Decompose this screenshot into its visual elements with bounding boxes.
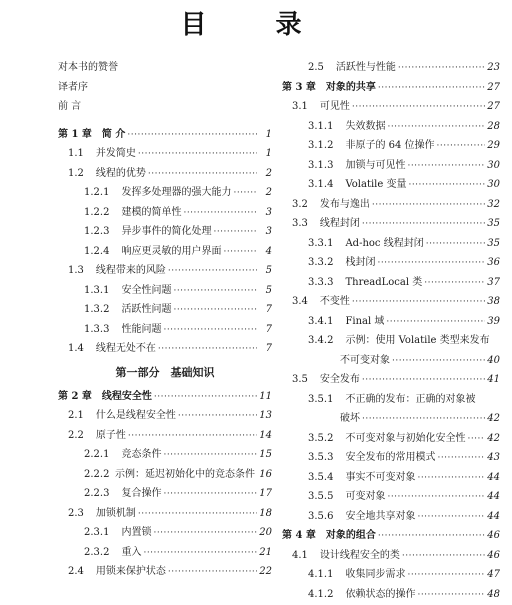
toc-entry-title: 竞态条件 xyxy=(121,445,161,465)
toc-entry-page: 29 xyxy=(486,136,500,156)
toc-entry-title: 安全发布 xyxy=(320,370,360,390)
toc-entry-title: 可见性 xyxy=(320,97,350,117)
toc-entry-title: 线程无处不在 xyxy=(96,339,156,359)
toc-entry-title: Volatile 变量 xyxy=(345,175,406,195)
toc-entry-page: 46 xyxy=(486,546,500,566)
toc-front-matter[interactable] xyxy=(58,78,272,98)
toc-entry-page: 22 xyxy=(258,562,272,582)
toc-section[interactable] xyxy=(282,448,500,468)
leader-dots xyxy=(437,449,485,469)
leader-dots xyxy=(362,410,485,430)
toc-chapter[interactable] xyxy=(58,125,272,145)
toc-entry-title: 活跃性与性能 xyxy=(336,58,396,78)
toc-entry-number: 2.3 xyxy=(58,504,84,524)
toc-entry-title: 示例：延迟初始化中的竞态条件 xyxy=(115,465,255,485)
toc-section[interactable] xyxy=(282,117,500,137)
toc-section[interactable] xyxy=(58,281,272,301)
toc-entry-number: 1.3 xyxy=(58,261,84,281)
toc-entry-page: 44 xyxy=(486,487,500,507)
toc-entry-page: 3 xyxy=(258,222,272,242)
toc-entry-page: 27 xyxy=(486,97,500,117)
toc-entry-title: 前 言 xyxy=(58,97,81,117)
toc-entry-title: 破坏 xyxy=(282,409,360,429)
toc-entry-title: 安全发布的常用模式 xyxy=(345,448,435,468)
toc-entry-page: 1 xyxy=(258,125,272,145)
toc-entry-title: 发布与逸出 xyxy=(320,195,370,215)
leader-dots xyxy=(398,59,485,79)
toc-section[interactable] xyxy=(282,312,500,332)
toc-entry-number: 2.2 xyxy=(58,426,84,446)
toc-section[interactable] xyxy=(282,214,500,234)
leader-dots xyxy=(417,469,485,489)
toc-section[interactable] xyxy=(58,261,272,281)
toc-section[interactable] xyxy=(58,465,272,485)
toc-entry-number: 4.1.1 xyxy=(282,565,333,585)
toc-entry-title: 不变性 xyxy=(320,292,350,312)
toc-entry-number: 1.2.2 xyxy=(58,203,109,223)
leader-dots xyxy=(407,566,485,586)
toc-entry-number: 第 3 章 xyxy=(282,78,316,98)
toc-section[interactable] xyxy=(282,273,500,293)
leader-dots xyxy=(223,243,257,263)
toc-entry-page: 2 xyxy=(258,164,272,184)
leader-dots xyxy=(154,388,257,408)
toc-section[interactable] xyxy=(282,195,500,215)
toc-section[interactable] xyxy=(282,234,500,254)
toc-entry-title: 原子性 xyxy=(96,426,126,446)
leader-dots xyxy=(153,524,257,544)
toc-entry-page: 18 xyxy=(258,504,272,524)
toc-section[interactable] xyxy=(58,445,272,465)
toc-entry-page: 43 xyxy=(486,448,500,468)
toc-entry-title: 非原子的 64 位操作 xyxy=(345,136,434,156)
leader-dots xyxy=(467,430,485,450)
toc-section[interactable] xyxy=(282,292,500,312)
toc-section[interactable] xyxy=(282,370,500,390)
toc-entry-title: 示例：使用 Volatile 类型来发布 xyxy=(345,331,489,351)
toc-section[interactable] xyxy=(282,546,500,566)
toc-entry-title: 对本书的赞誉 xyxy=(58,58,118,78)
toc-entry-number: 3.3.2 xyxy=(282,253,333,273)
toc-entry-title: 加锁与可见性 xyxy=(345,156,405,176)
leader-dots xyxy=(213,223,257,243)
leader-dots xyxy=(387,488,485,508)
toc-entry-page: 7 xyxy=(258,300,272,320)
toc-entry-title: 译者序 xyxy=(58,78,88,98)
toc-entry-title: 安全性问题 xyxy=(121,281,171,301)
toc-entry-number: 2.3.1 xyxy=(58,523,109,543)
toc-section[interactable] xyxy=(282,136,500,156)
toc-entry-number: 2.5 xyxy=(282,58,324,78)
toc-right-column xyxy=(282,58,500,544)
toc-entry-number: 2.4 xyxy=(58,562,84,582)
toc-entry-page: 40 xyxy=(486,351,500,371)
toc-entry-page: 15 xyxy=(258,445,272,465)
toc-entry-page: 42 xyxy=(486,409,500,429)
toc-entry-page: 13 xyxy=(258,406,272,426)
toc-entry-page: 30 xyxy=(486,175,500,195)
toc-entry-number: 3.1.1 xyxy=(282,117,333,137)
toc-entry-title: 线程的优势 xyxy=(96,164,146,184)
toc-section[interactable] xyxy=(282,97,500,117)
leader-dots xyxy=(138,145,257,165)
toc-entry-page: 48 xyxy=(486,585,500,605)
toc-entry-page: 21 xyxy=(258,543,272,563)
toc-entry-page: 38 xyxy=(486,292,500,312)
toc-entry-page: 20 xyxy=(258,523,272,543)
leader-dots xyxy=(387,118,485,138)
toc-entry-title: 用锁来保护状态 xyxy=(96,562,166,582)
toc-section[interactable] xyxy=(58,320,272,340)
toc-entry-title: 事实不可变对象 xyxy=(345,468,415,488)
toc-entry-page: 4 xyxy=(258,242,272,262)
leader-dots xyxy=(168,262,257,282)
toc-entry-number: 2.3.2 xyxy=(58,543,109,563)
toc-entry-number: 3.5.3 xyxy=(282,448,333,468)
toc-section[interactable] xyxy=(282,585,500,605)
toc-entry-page: 16 xyxy=(258,465,272,485)
toc-entry-title: 可变对象 xyxy=(345,487,385,507)
toc-section[interactable] xyxy=(282,507,500,527)
leader-dots xyxy=(163,321,257,341)
leader-dots xyxy=(352,98,485,118)
toc-section[interactable] xyxy=(282,331,500,351)
leader-dots xyxy=(143,544,257,564)
toc-entry-page: 37 xyxy=(486,273,500,293)
leader-dots xyxy=(392,352,485,372)
toc-title: 目 录 xyxy=(0,4,512,41)
leader-dots xyxy=(158,340,257,360)
toc-entry-number: 3.3 xyxy=(282,214,308,234)
toc-section[interactable] xyxy=(282,58,500,78)
toc-chapter[interactable] xyxy=(58,387,272,407)
toc-entry-number: 3.5.1 xyxy=(282,390,333,410)
toc-entry-title: 线程安全性 xyxy=(102,387,152,407)
toc-entry-page: 5 xyxy=(258,261,272,281)
leader-dots xyxy=(407,157,485,177)
toc-section[interactable] xyxy=(58,426,272,446)
toc-section[interactable] xyxy=(58,562,272,582)
toc-entry-page: 30 xyxy=(486,156,500,176)
toc-entry-title: ThreadLocal 类 xyxy=(345,273,422,293)
leader-dots xyxy=(138,505,257,525)
toc-entry-page: 11 xyxy=(258,387,272,407)
toc-entry-title: 不正确的发布：正确的对象被 xyxy=(345,390,475,410)
leader-dots xyxy=(148,165,257,185)
toc-section[interactable] xyxy=(282,390,500,410)
toc-section[interactable] xyxy=(282,468,500,488)
toc-entry-title: 依赖状态的操作 xyxy=(345,585,415,605)
toc-entry-number: 3.3.1 xyxy=(282,234,333,254)
toc-entry-page: 28 xyxy=(486,117,500,137)
leader-dots xyxy=(417,586,485,605)
toc-entry-number: 3.5.4 xyxy=(282,468,333,488)
leader-dots xyxy=(233,184,257,204)
toc-section[interactable] xyxy=(58,406,272,426)
toc-entry-number: 1.1 xyxy=(58,144,84,164)
toc-entry-number: 1.3.1 xyxy=(58,281,109,301)
toc-entry-page: 23 xyxy=(486,58,500,78)
toc-entry-title: Final 域 xyxy=(345,312,384,332)
toc-entry-number: 3.1.3 xyxy=(282,156,333,176)
toc-section[interactable] xyxy=(58,144,272,164)
toc-entry-number: 2.1 xyxy=(58,406,84,426)
toc-entry-title: 收集同步需求 xyxy=(345,565,405,585)
toc-entry-title: 内置锁 xyxy=(121,523,151,543)
toc-left-column xyxy=(58,58,272,544)
leader-dots xyxy=(127,126,257,146)
leader-dots xyxy=(352,293,485,313)
leader-dots xyxy=(408,176,485,196)
toc-section[interactable] xyxy=(58,523,272,543)
leader-dots xyxy=(437,137,485,157)
toc-entry-page: 46 xyxy=(486,526,500,546)
toc-entry-number: 1.2.4 xyxy=(58,242,109,262)
toc-section[interactable] xyxy=(58,242,272,262)
toc-entry-number: 第 4 章 xyxy=(282,526,316,546)
toc-entry-number: 1.2 xyxy=(58,164,84,184)
toc-section[interactable] xyxy=(58,203,272,223)
leader-dots xyxy=(377,254,485,274)
toc-entry-title: Ad-hoc 线程封闭 xyxy=(345,234,423,254)
toc-section[interactable] xyxy=(282,429,500,449)
toc-front-matter[interactable] xyxy=(58,58,272,78)
leader-dots xyxy=(173,301,257,321)
toc-entry-page: 17 xyxy=(258,484,272,504)
leader-dots xyxy=(378,79,485,99)
leader-dots xyxy=(183,204,257,224)
toc-entry-number: 3.5 xyxy=(282,370,308,390)
toc-entry-number: 第 1 章 xyxy=(58,125,92,145)
toc-entry-number: 1.3.2 xyxy=(58,300,109,320)
toc-entry-number: 3.3.3 xyxy=(282,273,333,293)
toc-entry-number: 3.5.5 xyxy=(282,487,333,507)
toc-entry-page: 1 xyxy=(258,144,272,164)
toc-entry-title: 异步事件的简化处理 xyxy=(121,222,211,242)
toc-entry-title: 设计线程安全的类 xyxy=(320,546,400,566)
toc-entry-title: 并发简史 xyxy=(96,144,136,164)
toc-entry-page: 44 xyxy=(486,468,500,488)
toc-entry-number: 3.1.2 xyxy=(282,136,333,156)
toc-section[interactable] xyxy=(58,183,272,203)
leader-dots xyxy=(402,547,485,567)
toc-entry-number: 1.4 xyxy=(58,339,84,359)
toc-entry-title: 建模的简单性 xyxy=(121,203,181,223)
toc-entry-title: 栈封闭 xyxy=(345,253,375,273)
toc-entry-page: 41 xyxy=(486,370,500,390)
toc-entry-title: 加锁机制 xyxy=(96,504,136,524)
toc-entry-title: 线程带来的风险 xyxy=(96,261,166,281)
toc-entry-page: 27 xyxy=(486,78,500,98)
toc-entry-number: 3.1.4 xyxy=(282,175,333,195)
leader-dots xyxy=(362,215,485,235)
toc-section[interactable] xyxy=(58,222,272,242)
leader-dots xyxy=(417,508,485,528)
toc-entry-number: 3.2 xyxy=(282,195,308,215)
toc-entry-number: 3.4 xyxy=(282,292,308,312)
leader-dots xyxy=(128,427,257,447)
toc-section[interactable] xyxy=(282,565,500,585)
toc-entry-page: 39 xyxy=(486,312,500,332)
toc-entry-number: 3.4.2 xyxy=(282,331,333,351)
toc-entry-page: 32 xyxy=(486,195,500,215)
toc-entry-number: 2.2.1 xyxy=(58,445,109,465)
toc-entry-number: 2.2.3 xyxy=(58,484,109,504)
toc-chapter[interactable] xyxy=(282,526,500,546)
toc-entry-number: 2.2.2 xyxy=(58,465,109,485)
toc-spacer xyxy=(58,117,272,125)
leader-dots xyxy=(173,282,257,302)
leader-dots xyxy=(424,274,485,294)
toc-entry-continuation[interactable] xyxy=(282,351,500,371)
toc-section[interactable] xyxy=(58,543,272,563)
toc-entry-page: 35 xyxy=(486,214,500,234)
toc-entry-number: 4.1 xyxy=(282,546,308,566)
toc-entry-page: 36 xyxy=(486,253,500,273)
toc-section[interactable] xyxy=(282,156,500,176)
toc-section[interactable] xyxy=(58,300,272,320)
toc-entry-title: 性能问题 xyxy=(121,320,161,340)
toc-entry-number: 3.5.2 xyxy=(282,429,333,449)
toc-entry-page: 3 xyxy=(258,203,272,223)
toc-entry-title: 什么是线程安全性 xyxy=(96,406,176,426)
leader-dots xyxy=(386,313,485,333)
toc-entry-title: 对象的组合 xyxy=(326,526,376,546)
toc-section[interactable] xyxy=(58,339,272,359)
toc-section[interactable] xyxy=(58,484,272,504)
leader-dots xyxy=(426,235,485,255)
toc-entry-title: 安全地共享对象 xyxy=(345,507,415,527)
toc-entry-number: 3.1 xyxy=(282,97,308,117)
toc-entry-page: 7 xyxy=(258,320,272,340)
toc-section[interactable] xyxy=(282,253,500,273)
toc-entry-page: 5 xyxy=(258,281,272,301)
toc-entry-number: 1.3.3 xyxy=(58,320,109,340)
leader-dots xyxy=(163,485,257,505)
toc-entry-title: 响应更灵敏的用户界面 xyxy=(121,242,221,262)
toc-entry-title: 复合操作 xyxy=(121,484,161,504)
toc-section[interactable] xyxy=(282,175,500,195)
toc-section[interactable] xyxy=(58,164,272,184)
toc-entry-title: 发挥多处理器的强大能力 xyxy=(121,183,231,203)
toc-entry-page: 44 xyxy=(486,507,500,527)
toc-chapter[interactable] xyxy=(282,78,500,98)
toc-entry-number: 4.1.2 xyxy=(282,585,333,605)
toc-entry-title: 失效数据 xyxy=(345,117,385,137)
toc-entry-title: 不可变对象与初始化安全性 xyxy=(345,429,465,449)
leader-dots xyxy=(362,371,485,391)
toc-entry-number: 第 2 章 xyxy=(58,387,92,407)
leader-dots xyxy=(178,407,257,427)
toc-front-matter[interactable] xyxy=(58,97,272,117)
leader-dots xyxy=(163,446,257,466)
toc-entry-title: 不可变对象 xyxy=(282,351,390,371)
toc-entry-number: 3.4.1 xyxy=(282,312,333,332)
toc-entry-number: 1.2.3 xyxy=(58,222,109,242)
toc-entry-title: 简 介 xyxy=(102,125,125,145)
toc-entry-page: 35 xyxy=(486,234,500,254)
toc-entry-page: 47 xyxy=(486,565,500,585)
toc-entry-continuation[interactable] xyxy=(282,409,500,429)
toc-section[interactable] xyxy=(282,487,500,507)
toc-entry-title: 活跃性问题 xyxy=(121,300,171,320)
toc-entry-title: 线程封闭 xyxy=(320,214,360,234)
toc-entry-number: 3.5.6 xyxy=(282,507,333,527)
toc-entry-page: 7 xyxy=(258,339,272,359)
toc-entry-page: 14 xyxy=(258,426,272,446)
toc-entry-page: 2 xyxy=(258,183,272,203)
toc-section[interactable] xyxy=(58,504,272,524)
toc-entry-page: 42 xyxy=(486,429,500,449)
part-heading: 第一部分 基础知识 xyxy=(58,359,272,387)
toc-entry-title: 对象的共享 xyxy=(326,78,376,98)
leader-dots xyxy=(168,563,257,583)
toc-entry-title: 重入 xyxy=(121,543,141,563)
toc-entry-number: 1.2.1 xyxy=(58,183,109,203)
leader-dots xyxy=(372,196,485,216)
